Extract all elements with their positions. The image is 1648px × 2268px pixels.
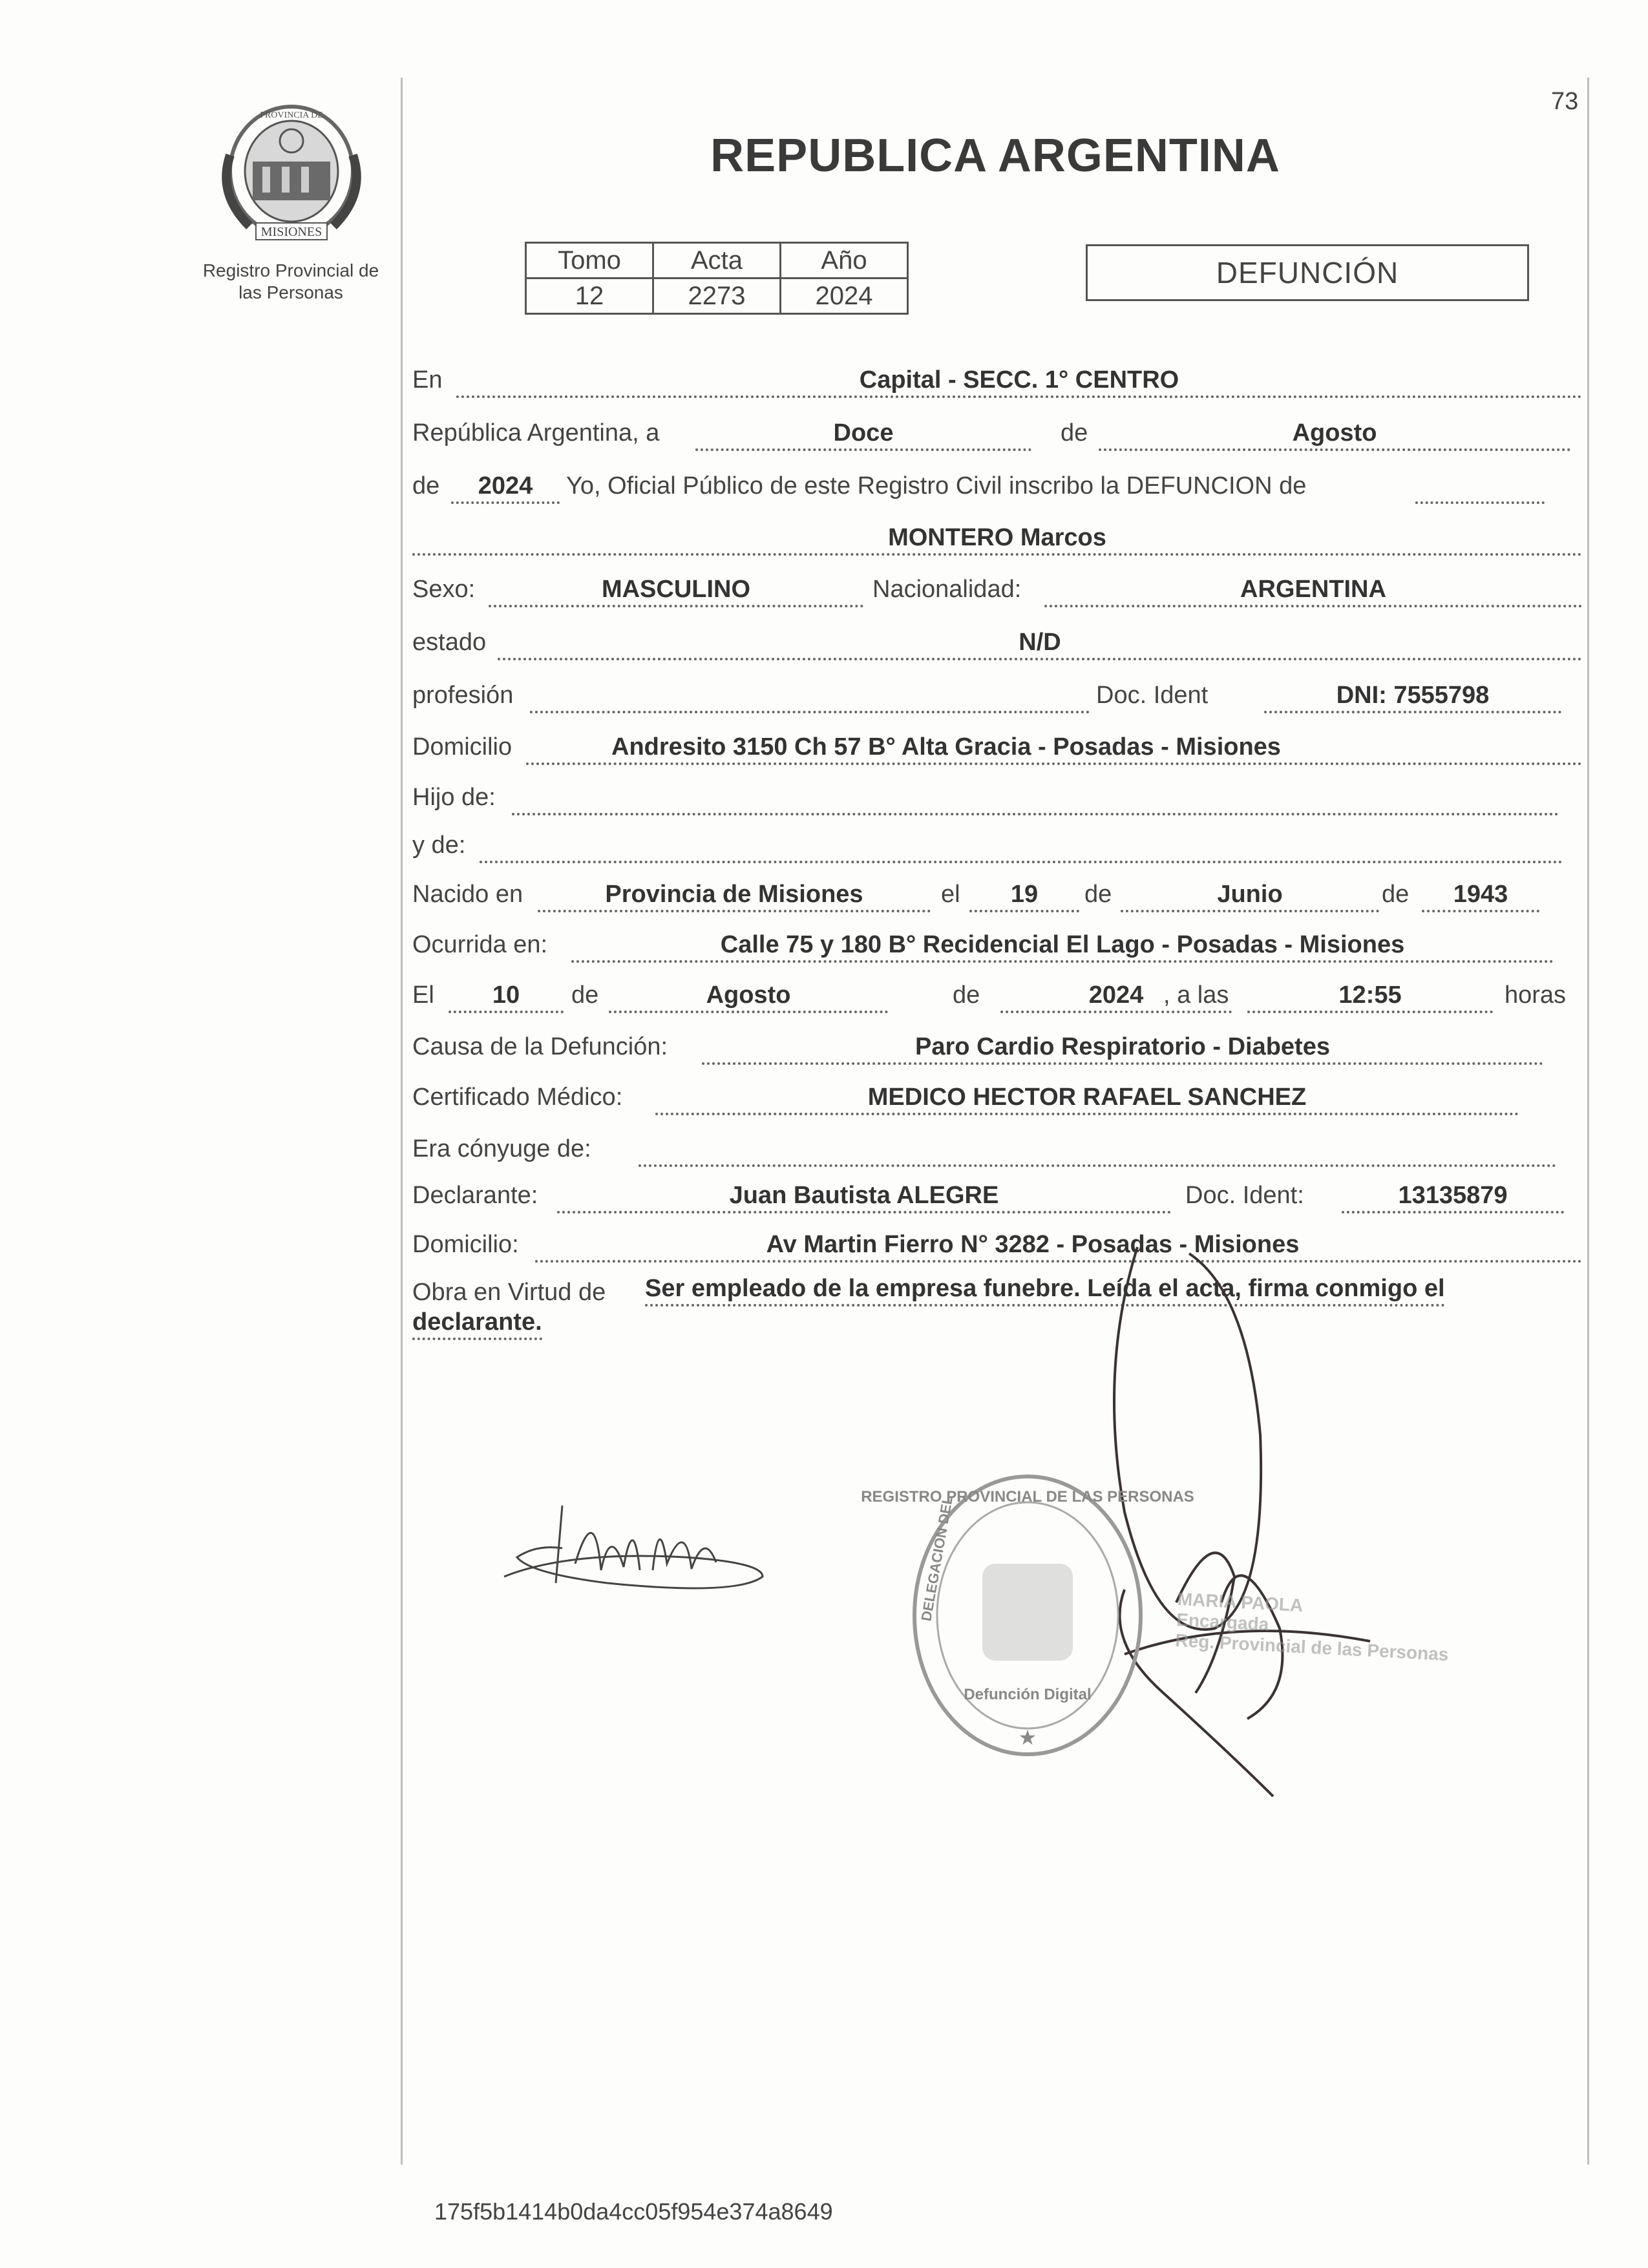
- value-death-month: Agosto: [706, 982, 791, 1009]
- line-year: [412, 468, 1582, 507]
- right-margin-line: [1587, 78, 1589, 2165]
- label-nacido: Nacido en: [412, 881, 523, 908]
- seal-text-top: REGISTRO PROVINCIAL DE LAS PERSONAS: [861, 1488, 1194, 1506]
- label-certificado: Certificado Médico:: [412, 1084, 623, 1111]
- registry-label-line1: Registro Provincial de: [202, 260, 379, 280]
- label-nacionalidad: Nacionalidad:: [872, 576, 1022, 603]
- left-margin-line: [401, 78, 403, 2165]
- line-profesion: [412, 677, 1582, 716]
- value-death-time: 12:55: [1338, 982, 1402, 1009]
- line-certificado: [412, 1079, 1582, 1118]
- line-hijo: [412, 779, 1582, 818]
- value-estado: N/D: [1019, 629, 1061, 656]
- document-type-box: DEFUNCIÓN: [1086, 244, 1529, 301]
- label-de5: de: [571, 982, 599, 1009]
- label-hijo: Hijo de:: [412, 784, 496, 811]
- label-republica: República Argentina, a: [412, 419, 660, 446]
- stamp-line1: MARIA PAOLA: [1177, 1588, 1304, 1616]
- line-causa: [412, 1029, 1582, 1067]
- label-estado: estado: [412, 629, 487, 656]
- label-yde: y de:: [412, 832, 466, 859]
- fill-conyuge: [639, 1136, 1556, 1167]
- value-month: Agosto: [1292, 419, 1377, 446]
- meta-value-acta: 2273: [653, 278, 781, 314]
- line-date: [412, 415, 1582, 454]
- label-alas: , a las: [1163, 982, 1229, 1009]
- page-number: 73: [1551, 88, 1579, 115]
- label-en: En: [412, 366, 443, 394]
- stamp-line2: Encargada: [1176, 1609, 1270, 1635]
- value-obra2: declarante.: [412, 1308, 542, 1340]
- label-domicilio2: Domicilio:: [412, 1231, 519, 1258]
- line-en: [412, 362, 1582, 401]
- value-causa: Paro Cardio Respiratorio - Diabetes: [915, 1033, 1330, 1060]
- line-name: [412, 520, 1582, 558]
- label-horas: horas: [1505, 982, 1567, 1009]
- label-el2: El: [412, 982, 434, 1009]
- value-declarante: Juan Bautista ALEGRE: [729, 1182, 999, 1209]
- fill-yde: [480, 832, 1563, 863]
- label-de: de: [1061, 419, 1088, 446]
- record-meta-table: [525, 242, 909, 315]
- registry-seal: [861, 1467, 1194, 1767]
- value-en: Capital - SECC. 1° CENTRO: [859, 366, 1179, 394]
- meta-header-tomo: Tomo: [526, 243, 653, 278]
- fill-hijo: [512, 784, 1559, 815]
- label-de3: de: [1084, 881, 1112, 908]
- label-domicilio: Domicilio: [412, 733, 512, 761]
- fill-profesion: [530, 682, 1090, 713]
- value-domicilio: Andresito 3150 Ch 57 B° Alta Gracia - Posadas - Misiones: [611, 733, 1281, 761]
- value-certificado: MEDICO HECTOR RAFAEL SANCHEZ: [867, 1084, 1307, 1111]
- value-ocurrida: Calle 75 y 180 B° Recidencial El Lago - Posadas - Misiones: [720, 931, 1405, 958]
- value-birth-month: Junio: [1217, 881, 1283, 908]
- label-ocurrida: Ocurrida en:: [412, 931, 548, 958]
- meta-header-acta: Acta: [653, 243, 781, 278]
- line-declarante: [412, 1177, 1582, 1216]
- label-doc: Doc. Ident: [1096, 682, 1209, 709]
- label-de6: de: [953, 982, 980, 1009]
- value-death-day: 10: [492, 982, 520, 1009]
- line-estado: [412, 624, 1582, 663]
- meta-header-ano: Año: [781, 243, 908, 278]
- seal-text-inner: Defunción Digital: [964, 1686, 1092, 1703]
- fill-inscribo: [1415, 473, 1545, 504]
- registry-label-line2: las Personas: [238, 282, 343, 302]
- document-hash: 175f5b1414b0da4cc05f954e374a8649: [434, 2198, 833, 2225]
- value-doc: DNI: 7555798: [1336, 682, 1490, 709]
- label-de2: de: [412, 472, 440, 499]
- value-sexo: MASCULINO: [601, 576, 751, 603]
- line-sexo: [412, 571, 1582, 610]
- value-obra: Ser empleado de la empresa funebre. Leída el acta, firma conmigo el: [645, 1275, 1445, 1307]
- label-causa: Causa de la Defunción:: [412, 1033, 668, 1060]
- stamp-line3: Reg. Provincial de las Personas: [1174, 1630, 1450, 1665]
- label-el: el: [941, 881, 960, 908]
- declarant-signature: [491, 1486, 788, 1615]
- line-death-date: [412, 977, 1582, 1016]
- value-nacido: Provincia de Misiones: [605, 881, 863, 908]
- label-de4: de: [1382, 881, 1410, 908]
- value-birth-day: 19: [1010, 881, 1039, 908]
- value-name: MONTERO Marcos: [888, 524, 1106, 551]
- meta-value-ano: 2024: [781, 278, 908, 314]
- text-inscribo: Yo, Oficial Público de este Registro Civil inscribo la DEFUNCION de: [566, 472, 1307, 499]
- value-year: 2024: [478, 472, 533, 499]
- label-sexo: Sexo:: [412, 576, 476, 603]
- meta-value-tomo: 12: [526, 278, 653, 314]
- emblem-bottom-text: MISIONES: [260, 225, 322, 239]
- province-emblem: [217, 97, 366, 246]
- value-domicilio2: Av Martin Fierro N° 3282 - Posadas - Misiones: [766, 1231, 1300, 1258]
- line-nacido: [412, 876, 1582, 915]
- value-day: Doce: [833, 419, 894, 446]
- registry-label: [181, 260, 401, 304]
- label-profesion: profesión: [412, 682, 514, 709]
- value-nacionalidad: ARGENTINA: [1240, 576, 1386, 603]
- value-birth-year: 1943: [1453, 881, 1508, 908]
- value-death-year: 2024: [1088, 982, 1144, 1009]
- label-conyuge: Era cónyuge de:: [412, 1135, 591, 1162]
- page-title: REPUBLICA ARGENTINA: [710, 130, 1280, 182]
- label-declarante: Declarante:: [412, 1182, 538, 1209]
- label-obra: Obra en Virtud de: [412, 1279, 606, 1306]
- svg-text:★: ★: [1018, 1726, 1037, 1749]
- value-doc2: 13135879: [1398, 1182, 1508, 1209]
- line-ocurrida: [412, 927, 1582, 965]
- line-domicilio: [412, 729, 1582, 768]
- line-conyuge: [412, 1131, 1582, 1170]
- emblem-top-text: PROVINCIA DE: [260, 110, 323, 120]
- label-doc2: Doc. Ident:: [1185, 1182, 1304, 1209]
- seal-text-left: DELEGACION DEL: [918, 1494, 956, 1622]
- line-yde: [412, 827, 1582, 866]
- seal-graphic: [861, 1467, 1194, 1764]
